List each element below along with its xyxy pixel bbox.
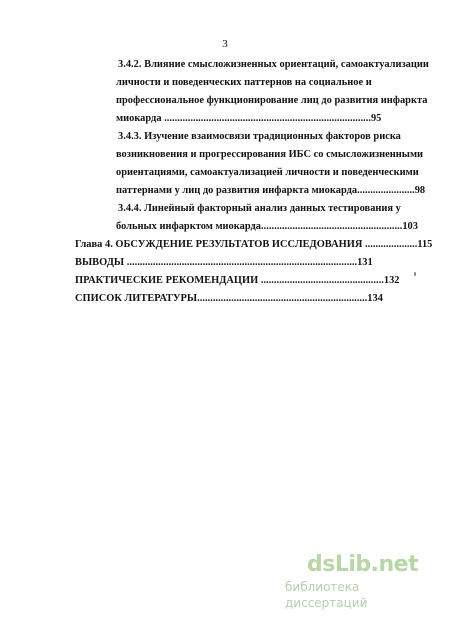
toc-recommendations: ПРАКТИЧЕСКИЕ РЕКОМЕНДАЦИИ ...............................................132 xyxy=(75,275,400,286)
toc-line: паттернами у лиц до развития инфаркта миокарда......................98 xyxy=(116,185,426,196)
toc-line: 3.4.3. Изучение взаимосвязи традиционных факторов риска xyxy=(118,131,401,142)
watermark xyxy=(285,553,445,611)
watermark-logo: dsLib.net xyxy=(307,552,419,577)
watermark-subtitle: библиотека диссертаций xyxy=(285,580,368,610)
toc-line: личности и поведенческих паттернов на социальное и xyxy=(116,77,372,88)
toc-line: 3.4.4. Линейный факторный анализ данных тестирования у xyxy=(118,203,401,214)
toc-line: 3.4.2. Влияние смысложизненных ориентаций, самоактуализации xyxy=(118,59,429,70)
toc-line: ориентациями, самоактуализацией личности и поведенческими xyxy=(116,167,419,178)
scan-speck xyxy=(414,272,416,276)
toc-references: СПИСОК ЛИТЕРАТУРЫ.................................................................134 xyxy=(75,293,383,304)
toc-line: больных инфарктом миокарда......................................................103 xyxy=(116,221,418,232)
page-number: 3 xyxy=(222,38,228,50)
toc-line: миокарда ...............................................................................95 xyxy=(116,113,382,124)
toc-line: профессиональное функционирование лиц до развития инфаркта xyxy=(116,95,428,106)
toc-conclusions: ВЫВОДЫ ........................................................................................131 xyxy=(75,257,373,268)
toc-line: возникновения и прогрессирования ИБС со смысложизненными xyxy=(116,149,424,160)
toc-chapter-4: Глава 4. ОБСУЖДЕНИЕ РЕЗУЛЬТАТОВ ИССЛЕДОВАНИЯ ....................115 xyxy=(75,239,433,250)
